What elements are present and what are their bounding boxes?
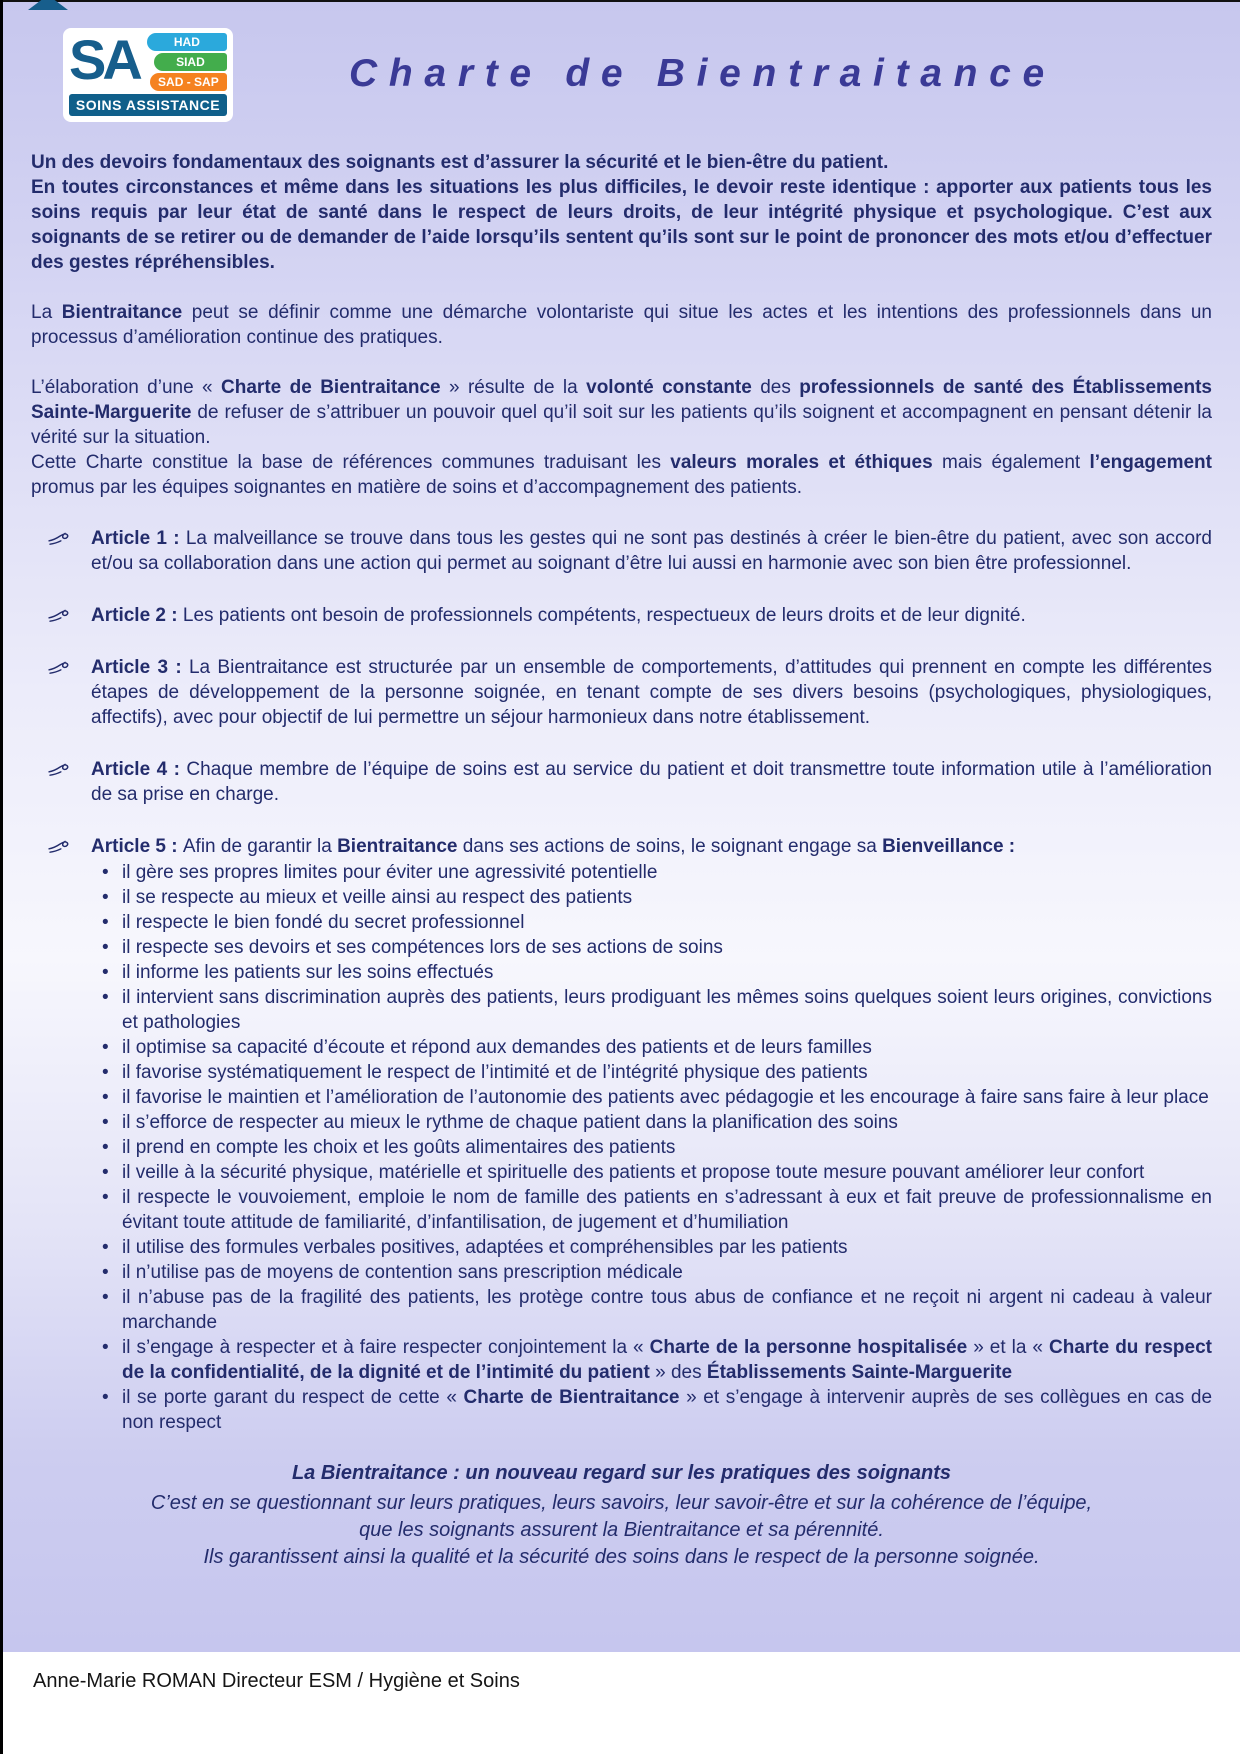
list-item [91,985,1212,1035]
article-body [91,603,1212,628]
list-item-text: il s’efforce de respecter au mieux le rythme de chaque patient dans la planification des soins [122,1112,898,1133]
article-body [91,655,1212,730]
logo-footer-bar: SOINS ASSISTANCE [69,94,227,116]
list-item [91,1135,1212,1160]
list-item-text: il optimise sa capacité d’écoute et répond aux demandes des patients et de leurs familles [122,1037,872,1058]
paragraph: L’élaboration d’une « Charte de Bientraitance » résulte de la volonté constante des professionnels de santé des Établissements Sainte-Marguerite de refuser de s’attribuer un pouvoir quel qu’il soit sur les patients qu’ils soignent et accompagnent en pensant détenir la vérité sur la situation. [31,377,1212,448]
bullet-dot-icon: • [102,912,109,933]
bullet-dot-icon: • [102,862,109,883]
list-item-text: il se respecte au mieux et veille ainsi au respect des patients [122,887,633,908]
commitments-list [91,860,1212,1435]
article-text: Article 4 : Chaque membre de l’équipe de soins est au service du patient et doit transmettre toute information utile à l’amélioration de sa prise en charge. [91,759,1212,805]
list-item-text: il respecte le bien fondé du secret professionnel [122,912,525,933]
article [47,757,1212,807]
bullet-dot-icon: • [102,987,109,1008]
page-title: Charte de Bientraitance [349,52,1056,95]
articles-list [31,526,1212,1435]
list-item-text: il se porte garant du respect de cette « Charte de Bientraitance » et s’engage à intervenir auprès de ses collègues en cas de non respect [122,1387,1213,1433]
article [47,526,1212,576]
list-item [91,1085,1212,1110]
list-item-text: il prend en compte les choix et les goûts alimentaires des patients [122,1137,676,1158]
list-item [91,1060,1212,1085]
list-item [91,1110,1212,1135]
logo-top [69,28,227,91]
article-body [91,526,1212,576]
document-header [31,2,1212,138]
logo-banner-had: HAD [147,33,227,51]
signature: Anne-Marie ROMAN Directeur ESM / Hygiène et Soins [33,1670,520,1692]
list-item [91,1185,1212,1235]
list-item [91,860,1212,885]
list-item [91,1335,1212,1385]
closing-line: C’est en se questionnant sur leurs pratiques, leurs savoirs, leur savoir-être et sur la cohérence de l’équipe, [150,1492,1093,1514]
closing-line: Ils garantissent ainsi la qualité et la sécurité des soins dans le respect de la personne soignée. [203,1546,1040,1568]
swash-bullet-icon [47,655,91,730]
article-body [91,834,1212,1435]
bullet-dot-icon: • [102,1087,109,1108]
bullet-dot-icon: • [102,1062,109,1083]
list-item [91,1035,1212,1060]
swash-bullet-icon [47,757,91,807]
list-item-text: il veille à la sécurité physique, matérielle et spirituelle des patients et propose toute mesure pouvant améliorer leur confort [122,1162,1145,1183]
article-text: Article 1 : La malveillance se trouve dans tous les gestes qui ne sont pas destinés à créer le bien-être du patient, avec son accord et/ou sa collaboration dans une action qui permet au soignant d’être lui aussi en harmonie avec son bien être professionnel. [91,528,1212,574]
logo-banners [147,33,227,91]
bullet-dot-icon: • [102,962,109,983]
bullet-dot-icon: • [102,887,109,908]
list-item [91,935,1212,960]
swash-bullet-icon [47,834,91,1435]
article [47,655,1212,730]
list-item-text: il s’engage à respecter et à faire respecter conjointement la « Charte de la personne hospitalisée » et la « Charte du respect de la confidentialité, de la dignité et de l’intimité du patient » des Établissements Sainte-Marguerite [122,1337,1213,1383]
paragraph: En toutes circonstances et même dans les situations les plus difficiles, le devoir reste identique : apporter aux patients tous les soins requis par leur état de santé dans le respect de leurs droits, de leur intégrité physique et psychologique. C’est aux soignants de se retirer ou de demander de l’aide lorsqu’ils sentent qu’ils sont sur le point de prononcer des mots et/ou d’effectuer des gestes répréhensibles. [31,177,1212,273]
bullet-dot-icon: • [102,1262,109,1283]
logo-sa-monogram: SA [69,28,139,91]
closing-line: que les soignants assurent la Bientraitance et sa pérennité. [359,1519,884,1541]
bullet-dot-icon: • [102,1337,109,1358]
article-text: Article 2 : Les patients ont besoin de professionnels compétents, respectueux de leurs droits et de leur dignité. [91,605,1026,626]
bullet-dot-icon: • [102,1237,109,1258]
article-text: Article 3 : La Bientraitance est structurée par un ensemble de comportements, d’attitudes qui prennent en compte les différentes étapes de développement de la personne soignée, en tenant compte de ses divers besoins (psychologiques, physiologiques, affectifs), avec pour objectif de lui permettre un séjour harmonieux dans notre établissement. [91,657,1212,728]
list-item [91,1260,1212,1285]
bullet-dot-icon: • [102,1187,109,1208]
list-item [91,1235,1212,1260]
bullet-dot-icon: • [102,1037,109,1058]
swash-bullet-icon [47,526,91,576]
bullet-dot-icon: • [102,1112,109,1133]
swash-bullet-icon [47,603,91,628]
article-body [91,757,1212,807]
list-item-text: il favorise le maintien et l’amélioration de l’autonomie des patients avec pédagogie et les encourage à faire sans faire à leur place [122,1087,1209,1108]
closing-lines [31,1490,1212,1571]
bullet-dot-icon: • [102,1162,109,1183]
paragraph-block [31,150,1212,500]
house-roof-icon [28,0,68,10]
list-item-text: il intervient sans discrimination auprès des patients, leurs prodiguant les mêmes soins quelques soient leurs origines, convictions et pathologies [122,987,1212,1033]
logo-banner-sad-sap: SAD - SAP [150,73,227,91]
list-item-text: il n’abuse pas de la fragilité des patients, les protège contre tous abus de confiance et ne reçoit ni argent ni cadeau à valeur marchande [122,1287,1212,1333]
page-footer [3,1652,1240,1754]
list-item [91,910,1212,935]
closing-block [31,1460,1212,1571]
paragraph: La Bientraitance peut se définir comme une démarche volontariste qui situe les actes et les intentions des professionnels dans un processus d’amélioration continue des pratiques. [31,302,1212,348]
document-body [31,138,1212,1571]
article [47,603,1212,628]
article [47,834,1212,1435]
list-item [91,1285,1212,1335]
bullet-dot-icon: • [102,1387,109,1408]
list-item-text: il respecte le vouvoiement, emploie le nom de famille des patients en s’adressant à eux et fait preuve de professionnalisme en évitant toute attitude de familiarité, d’infantilisation, de jugement et d’humiliation [122,1187,1212,1233]
closing-title: La Bientraitance : un nouveau regard sur les pratiques des soignants [291,1462,952,1484]
list-item-text: il favorise systématiquement le respect de l’intimité et de l’intégrité physique des patients [122,1062,868,1083]
list-item [91,1160,1212,1185]
list-item-text: il n’utilise pas de moyens de contention sans prescription médicale [122,1262,683,1283]
list-item-text: il gère ses propres limites pour éviter une agressivité potentielle [122,862,658,883]
list-item [91,960,1212,985]
paragraph: Un des devoirs fondamentaux des soignants est d’assurer la sécurité et le bien-être du patient. [31,152,889,173]
article-text: Article 5 : Afin de garantir la Bientraitance dans ses actions de soins, le soignant engage sa Bienveillance : [91,836,1016,857]
bullet-dot-icon: • [102,937,109,958]
logo-banner-siad: SIAD [154,53,227,71]
document [3,0,1240,1652]
list-item [91,1385,1212,1435]
list-item [91,885,1212,910]
paragraph: Cette Charte constitue la base de références communes traduisant les valeurs morales et éthiques mais également l’engagement promus par les équipes soignantes en matière de soins et d’accompagnement des patients. [31,452,1212,498]
bullet-dot-icon: • [102,1137,109,1158]
list-item-text: il informe les patients sur les soins effectués [122,962,494,983]
list-item-text: il utilise des formules verbales positives, adaptées et compréhensibles par les patients [122,1237,848,1258]
list-item-text: il respecte ses devoirs et ses compétences lors de ses actions de soins [122,937,723,958]
bullet-dot-icon: • [102,1287,109,1308]
soins-assistance-logo [63,28,233,122]
